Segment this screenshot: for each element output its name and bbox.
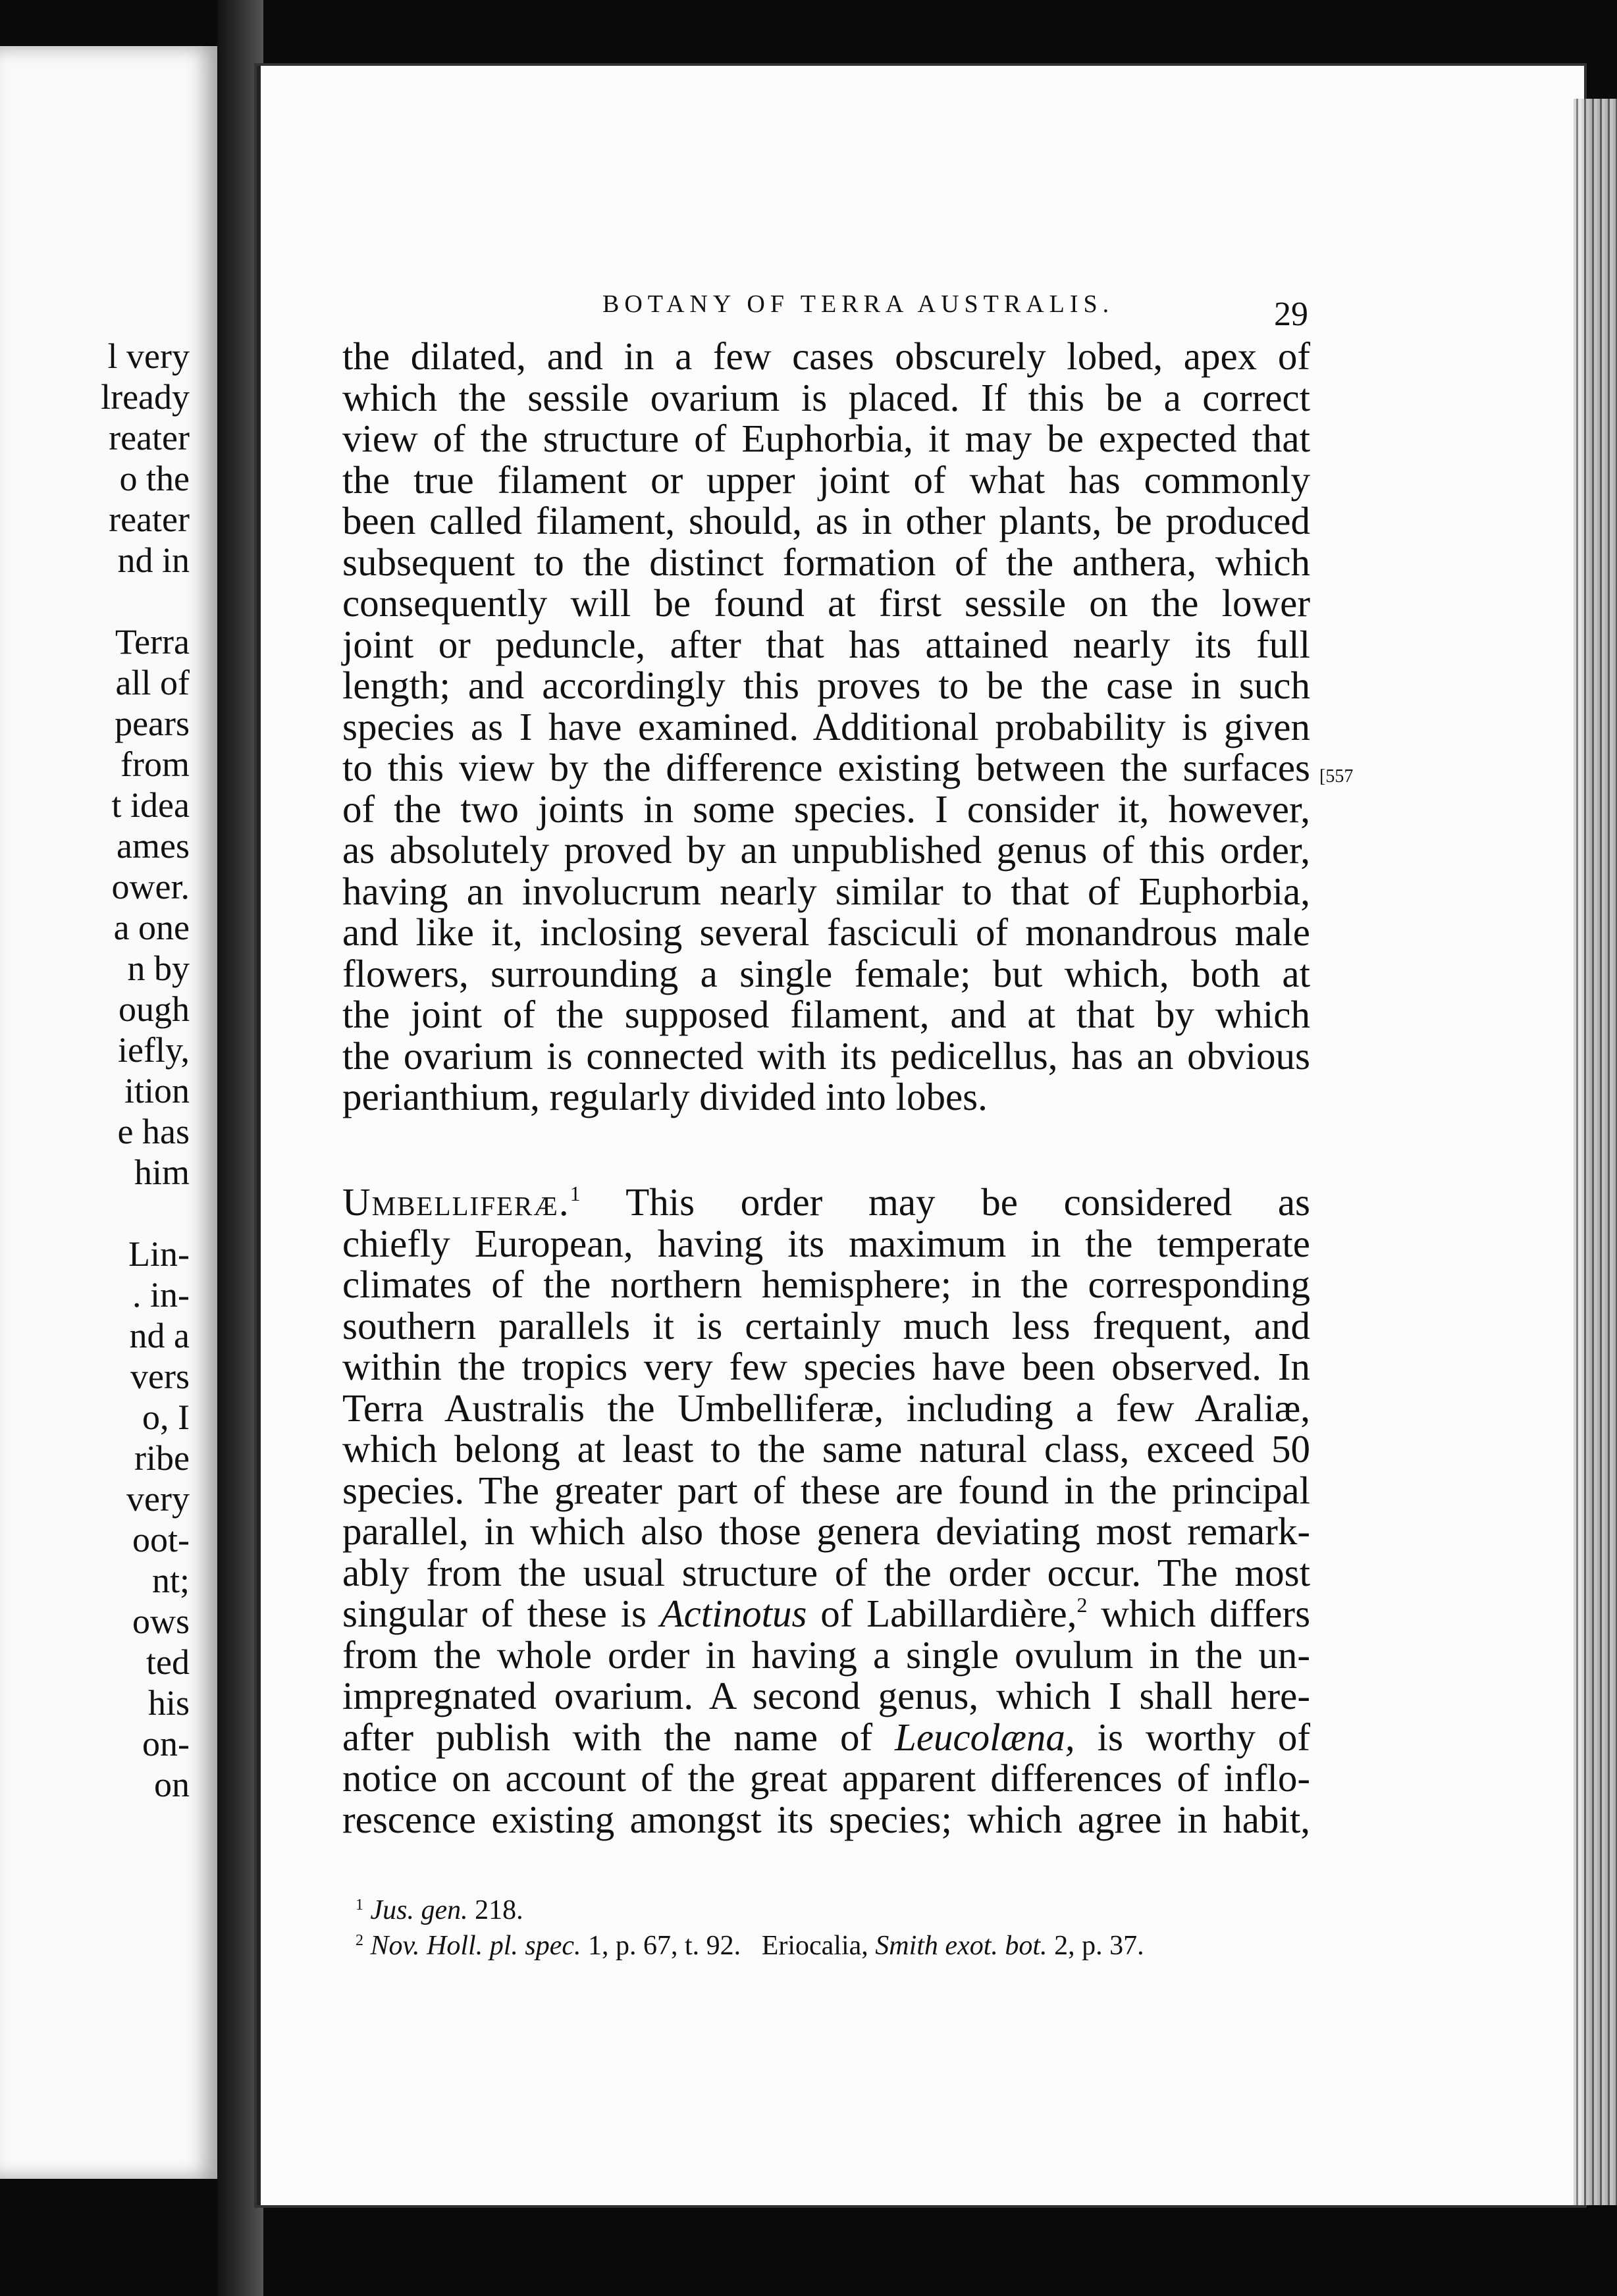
left-page-fragment: nd in — [117, 540, 190, 580]
footnote-ref: 218. — [475, 1895, 523, 1925]
footnote-mark: 1 — [570, 1182, 581, 1205]
text-line: the true filament or upper joint of what has commonly — [342, 457, 1310, 502]
text-line — [342, 1182, 1310, 1223]
text-line: and like it, inclosing several fasciculi of monandrous male — [342, 910, 1310, 954]
left-page-fragment: o the — [119, 459, 190, 498]
text-block — [342, 1758, 1310, 1840]
text-line: notice on account of the great apparent differences of inflo- — [342, 1756, 1310, 1800]
text-fragment: of Labillardière, — [820, 1592, 1077, 1635]
left-page-fragment: his — [147, 1683, 190, 1723]
text-line: joint or peduncle, after that has attained nearly its full — [342, 622, 1310, 666]
text-line: Terra Australis the Umbelliferæ, including a few Araliæ, — [342, 1386, 1310, 1430]
footnote-2 — [356, 1928, 1330, 1964]
text-fragment: after publish with the name of — [342, 1715, 873, 1759]
left-page-fragment: ows — [132, 1602, 190, 1641]
left-page-fragment: him — [134, 1153, 190, 1192]
paragraph-umbelliferae — [342, 1182, 1310, 1840]
page-edges — [1574, 99, 1617, 2205]
text-line: perianthium, regularly divided into lobes. — [342, 1075, 988, 1118]
text-line: length; and accordingly this proves to be the case in such — [342, 664, 1310, 707]
left-page-fragment: ames — [117, 826, 190, 866]
text-line: species. The greater part of these are found in the principal — [342, 1468, 1310, 1512]
footnote-mark: 1 — [356, 1896, 363, 1914]
footnote-source: Smith exot. bot. — [875, 1931, 1047, 1961]
left-page-fragment: nd a — [129, 1316, 190, 1355]
left-page-fragment: reater — [109, 500, 190, 539]
left-page-fragment: all of — [115, 663, 190, 702]
text-line: ably from the usual structure of the order occur. The most — [342, 1550, 1310, 1594]
footnote-ref: 2, p. 37. — [1054, 1931, 1144, 1961]
left-page-fragment: l very — [107, 336, 190, 376]
text-line: to this view by the difference existing between the surfaces — [342, 746, 1310, 789]
text-fragment: This order may be considered as — [625, 1180, 1310, 1224]
genus-name: Leucolæna, — [895, 1715, 1075, 1759]
text-line: as absolutely proved by an unpublished genus of this order, — [342, 828, 1310, 872]
text-line — [342, 1717, 1310, 1758]
footnote-source: Jus. gen. — [370, 1895, 468, 1925]
left-page-fragment: from — [120, 744, 190, 784]
text-line: which belong at least to the same natural class, exceed 50 — [342, 1427, 1310, 1471]
text-line: parallel, in which also those genera deviating most remark- — [342, 1509, 1310, 1553]
text-line: from the whole order in having a single ovulum in the un- — [342, 1632, 1310, 1677]
left-page-fragment: reater — [109, 418, 190, 457]
left-facing-page — [0, 46, 217, 2179]
text-fragment: singular of these is — [342, 1592, 647, 1635]
left-page-fragment: lready — [101, 377, 190, 417]
left-page-fragment: on — [154, 1765, 190, 1804]
section-heading: Umbelliferæ. — [342, 1180, 570, 1224]
paragraph-euphorbia — [342, 334, 1354, 1118]
footnote-mark: 2 — [356, 1932, 363, 1949]
text-line: the ovarium is connected with its pedicellus, has an obvious — [342, 1033, 1310, 1078]
margin-reference: [557 — [1319, 766, 1354, 787]
footnotes — [356, 1892, 1330, 1964]
left-page-fragment: Terra — [115, 622, 190, 662]
left-page-fragment: iefly, — [118, 1030, 190, 1070]
running-title: BOTANY OF TERRA AUSTRALIS. — [602, 290, 1115, 318]
left-page-fragment: ted — [146, 1642, 190, 1682]
left-page-fragment: a one — [113, 908, 190, 947]
left-page-fragment: ition — [124, 1071, 190, 1110]
text-line: the dilated, and in a few cases obscurely lobed, apex of — [342, 334, 1310, 378]
text-fragment: which differs — [1101, 1592, 1311, 1635]
left-page-fragment: nt; — [151, 1561, 190, 1600]
genus-name: Actinotus — [660, 1592, 807, 1635]
left-page-fragment: ough — [119, 989, 190, 1029]
left-page-fragment: pears — [115, 704, 190, 743]
left-page-fragment: e has — [117, 1112, 190, 1151]
left-page-fragment: ribe — [134, 1438, 190, 1478]
left-page-fragment: on- — [142, 1724, 190, 1763]
text-block — [342, 1223, 1310, 1594]
left-page-fragment: . in- — [132, 1275, 190, 1315]
left-page-fragment: vers — [130, 1357, 190, 1396]
footnote-source: Nov. Holl. pl. spec. — [370, 1931, 581, 1961]
left-page-fragment: oot- — [132, 1520, 190, 1559]
text-line: impregnated ovarium. A second genus, which I shall here- — [342, 1674, 1310, 1717]
left-page-fragment: n by — [127, 949, 190, 988]
text-line: been called filament, should, as in other plants, be produced — [342, 499, 1310, 542]
text-line: consequently will be found at first sessile on the lower — [342, 581, 1310, 625]
footnote-mark: 2 — [1076, 1593, 1088, 1617]
text-line: chiefly European, having its maximum in the temperate — [342, 1221, 1310, 1265]
text-line: having an involucrum nearly similar to that of Euphorbia, — [342, 869, 1310, 913]
footnote-1 — [356, 1892, 1330, 1928]
text-fragment: is worthy of — [1097, 1715, 1310, 1759]
footnote-synonym: Eriocalia, — [761, 1931, 868, 1961]
left-page-fragment: Lin- — [128, 1234, 190, 1274]
text-line — [342, 1593, 1310, 1634]
text-block — [342, 1634, 1310, 1717]
text-line: which the sessile ovarium is placed. If this be a correct — [342, 375, 1310, 419]
text-line: rescence existing amongst its species; which agree in habit, — [342, 1797, 1310, 1841]
page-number: 29 — [1274, 296, 1308, 333]
text-line: the joint of the supposed filament, and at that by which — [342, 993, 1310, 1036]
text-line: of the two joints in some species. I consider it, however, — [342, 787, 1310, 831]
text-line: subsequent to the distinct formation of the anthera, which — [342, 540, 1310, 584]
text-line: climates of the northern hemisphere; in the corresponding — [342, 1263, 1310, 1306]
text-line: southern parallels it is certainly much less frequent, and — [342, 1303, 1310, 1347]
left-page-fragment: o, I — [142, 1397, 190, 1437]
text-line: species as I have examined. Additional probability is given — [342, 704, 1310, 748]
text-line: flowers, surrounding a single female; but which, both at — [342, 951, 1310, 995]
text-line: within the tropics very few species have been observed. In — [342, 1345, 1310, 1388]
left-page-fragment: ower. — [111, 867, 190, 906]
text-line: view of the structure of Euphorbia, it may be expected that — [342, 417, 1310, 460]
left-page-fragment: very — [126, 1479, 190, 1519]
footnote-ref: 1, p. 67, t. 92. — [588, 1931, 741, 1961]
left-page-fragment: t idea — [111, 785, 190, 825]
